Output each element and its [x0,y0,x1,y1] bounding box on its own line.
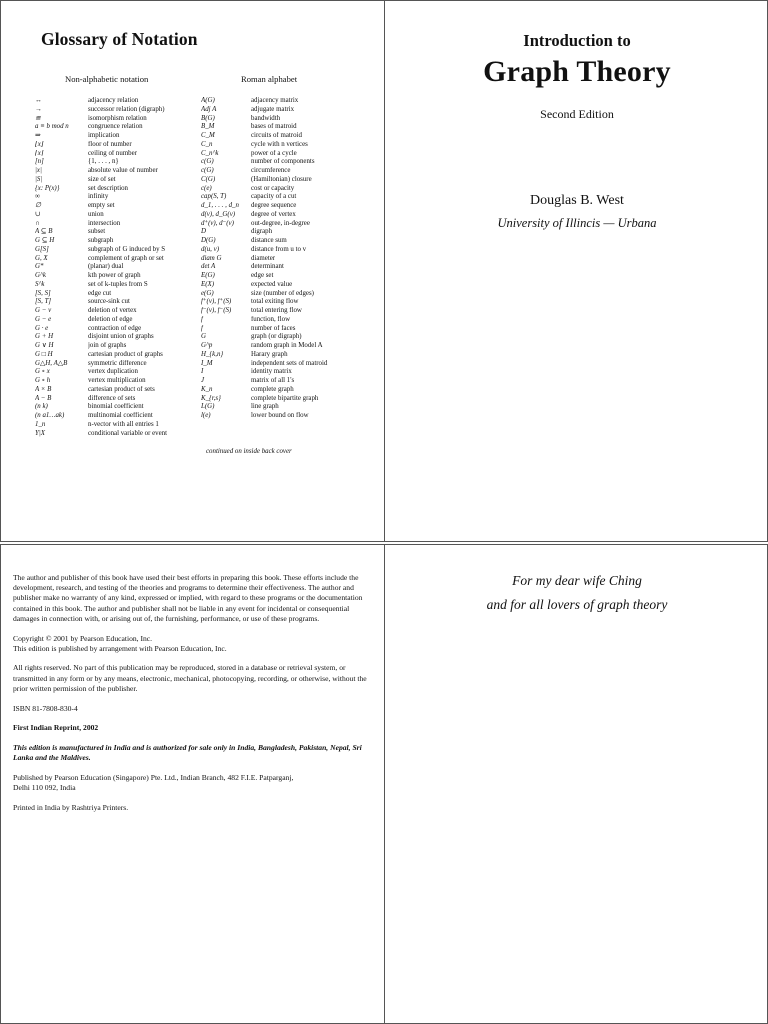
roman-definition: bases of matroid [251,123,297,131]
roman-symbol: J [201,377,205,384]
glossary-row [1,281,385,290]
notation-definition: infinity [88,193,109,201]
roman-symbol: d(u, v) [201,245,219,253]
notation-symbol: ∅ [35,202,42,209]
notation-symbol: (n a1…ak) [35,412,65,419]
notation-symbol: ↔ [35,97,42,104]
notation-definition: congruence relation [88,123,143,131]
notation-symbol: a ≡ b mod n [35,123,69,131]
notation-symbol: ⌈x⌉ [35,149,44,157]
notation-definition: implication [88,132,120,139]
glossary-row [1,220,385,229]
notation-definition: cartesian product of sets [88,385,155,393]
roman-definition: total entering flow [251,307,302,314]
notation-symbol: G△H, A△B [35,359,68,367]
glossary-row [1,351,385,360]
roman-symbol: f [201,324,203,332]
glossary-row [1,141,385,150]
roman-definition: adjugate matrix [251,105,295,113]
notation-definition: intersection [88,219,121,227]
roman-definition: graph (or digraph) [251,333,302,341]
notation-definition: complement of graph or set [88,254,164,262]
dedication-line-2: and for all lovers of graph theory [486,597,668,612]
glossary-row [1,263,385,272]
glossary-row [1,193,385,202]
notation-symbol: ∩ [35,219,40,227]
notation-definition: source-sink cut [88,298,130,306]
roman-definition: random graph in Model A [251,342,323,349]
glossary-row [1,150,385,159]
roman-symbol: f⁺(v), f⁺(S) [201,298,232,306]
roman-alphabet-header: Roman alphabet [241,74,298,84]
glossary-row [1,176,385,185]
glossary-row [1,202,385,211]
roman-definition: size (number of edges) [251,289,314,297]
author: Douglas B. West [530,193,624,208]
roman-definition: power of a cycle [251,149,297,157]
non-alphabetic-header: Non-alphabetic notation [65,74,149,84]
roman-definition: complete graph [251,385,294,393]
glossary-row [1,298,385,307]
publisher-line: Published by Pearson Education (Singapore) Pte. Ltd., Indian Branch, 482 F.I.E. Patparganj, [13,772,294,782]
notation-symbol: G ∨ H [35,342,54,349]
notation-symbol: G − v [35,307,52,314]
notation-definition: set description [88,184,128,192]
roman-definition: adjacency matrix [251,97,299,104]
notation-symbol: G − e [35,315,52,323]
glossary-row [1,333,385,342]
roman-symbol: K_n [201,385,213,393]
notation-symbol: G ⊆ H [35,237,55,244]
roman-definition: distance from u to v [251,245,307,253]
roman-symbol: E(G) [201,272,215,279]
notation-definition: conditional variable or event [88,429,168,437]
roman-symbol: Adj A [201,105,217,113]
notation-symbol: [S, S̅] [35,289,51,297]
copyright-page [0,544,385,1024]
notation-definition: subgraph of G induced by S [88,245,166,253]
notation-definition: kth power of graph [88,272,141,279]
book-title: Graph Theory [483,55,671,88]
notation-symbol: ≅ [35,114,41,122]
copyright-text [13,573,375,822]
roman-definition: circumference [251,167,291,174]
glossary-row [1,97,385,106]
notation-symbol: G + H [35,333,54,341]
notation-definition: deletion of vertex [88,307,137,314]
glossary-row [1,325,385,334]
glossary-row [1,403,385,412]
printer-line: Printed in India by Rashtriya Printers. [13,802,129,812]
notation-definition: subgraph [88,237,114,244]
roman-definition: determinant [251,263,284,271]
notation-definition: set of k-tuples from S [88,280,148,288]
notation-definition: adjacency relation [88,97,139,104]
roman-symbol: A(G) [201,97,215,104]
notation-symbol: Y|X [35,429,45,437]
notation-symbol: ∞ [35,193,40,201]
glossary-row [1,185,385,194]
edition: Second Edition [540,107,614,121]
notation-definition: (planar) dual [88,263,124,271]
notation-definition: union [88,210,104,218]
roman-symbol: d(v), d_G(v) [201,210,236,218]
glossary-row [1,272,385,281]
glossary-row [1,430,385,439]
roman-symbol: det A [201,263,216,271]
notation-definition: vertex multiplication [88,377,146,384]
continued-note: continued on inside back cover [206,448,292,455]
rights-paragraph: All rights reserved. No part of this publication may be reproduced, stored in a database or retrieval system, or transmitted in any form or by any means, electronic, mechanical, photocopying, recording, or otherwise, without the prior written permission of the publisher. [13,663,367,693]
roman-definition: capacity of a cut [251,193,297,201]
isbn: ISBN 81-7808-830-4 [13,703,78,713]
roman-definition: matrix of all 1's [251,377,295,384]
glossary-row [1,290,385,299]
roman-definition: number of components [251,158,315,166]
roman-definition: edge set [251,272,274,279]
title-intro: Introduction to [523,31,631,50]
glossary-row [1,211,385,220]
roman-symbol: B_M [201,123,215,131]
notation-definition: edge cut [88,289,112,297]
notation-definition: size of set [88,175,116,183]
roman-symbol: B(G) [201,114,215,122]
glossary-page [0,0,385,542]
dedication-line-1: For my dear wife Ching [512,573,642,588]
notation-symbol: ⇒ [35,132,41,139]
notation-definition: vertex duplication [88,368,138,376]
notation-symbol: A − B [35,394,52,402]
glossary-row [1,368,385,377]
notation-definition: difference of sets [88,394,136,402]
notation-definition: deletion of edge [88,315,133,323]
glossary-row [1,115,385,124]
arrangement-line: This edition is published by arrangement with Pearson Education, Inc. [13,643,227,653]
roman-symbol: d⁺(v), d⁻(v) [201,219,234,227]
notation-symbol: → [35,105,42,113]
sale-restriction: This edition is manufactured in India and is authorized for sale only in India, Bangladesh, Pakistan, Nepal, Sri Lanka and the Maldives. [13,742,362,763]
notation-definition: binomial coefficient [88,403,144,411]
roman-symbol: l(e) [201,412,211,419]
glossary-row [1,307,385,316]
copyright-paragraph [13,634,375,654]
notation-symbol: G̅, X̅ [35,254,48,262]
notation-symbol: ⌊x⌋ [35,140,44,148]
roman-definition: identity matrix [251,368,292,376]
notation-definition: absolute value of number [88,167,158,174]
publisher-address: Delhi 110 092, India [13,783,76,793]
disclaimer-paragraph: The author and publisher of this book have used their best efforts in preparing this book. These efforts include the development, research, and testing of the theories and programs to determine their effectiveness. The author and publisher make no warranty of any kind, expressed or implied, with regard to these programs or the documentation contained in this book. The author and publisher shall not be liable in any event for incidental or consequential damages in connection with, or arising out of, the furnishing, performance, or use of these programs. [13,573,363,623]
roman-symbol: c(G) [201,167,214,174]
notation-symbol: G ∘ h [35,377,51,384]
notation-symbol: G □ H [35,350,53,358]
roman-definition: function, flow [251,315,291,323]
notation-symbol: G ∘ x [35,368,50,376]
roman-definition: out-degree, in-degree [251,219,310,227]
notation-definition: n-vector with all entries 1 [88,420,159,428]
roman-definition: (Hamiltonian) closure [251,175,312,183]
notation-symbol: ∪ [35,210,41,218]
notation-symbol: |S| [35,175,43,183]
roman-definition: total exiting flow [251,298,299,306]
notation-symbol: {x: P(x)} [35,184,60,192]
roman-symbol: I [201,368,204,376]
notation-definition: multinomial coefficient [88,412,153,419]
roman-definition: Harary graph [251,350,288,358]
glossary-row [1,412,385,421]
roman-symbol: E(X) [201,280,215,288]
notation-symbol: [n] [35,158,44,166]
roman-symbol: L(G) [201,403,215,411]
roman-definition: line graph [251,403,279,411]
glossary-row [1,228,385,237]
notation-definition: floor of number [88,140,132,148]
glossary-row [1,132,385,141]
glossary-row [1,386,385,395]
notation-symbol: A ⊆ B [35,228,53,236]
glossary-row [1,316,385,325]
notation-symbol: [S, T] [35,298,52,306]
publisher-paragraph [13,773,375,793]
roman-definition: cycle with n vertices [251,140,308,148]
roman-symbol: I_M [201,359,213,367]
roman-symbol: diam G [201,254,222,262]
roman-definition: cost or capacity [251,184,295,192]
roman-symbol: C_M [201,132,215,139]
roman-symbol: f [201,315,203,323]
roman-symbol: c(G) [201,158,214,166]
roman-symbol: D [201,228,206,236]
roman-symbol: G^p [201,342,213,349]
glossary-title: Glossary of Notation [41,29,198,49]
roman-definition: digraph [251,228,273,236]
notation-definition: disjoint union of graphs [88,333,154,341]
glossary-row [1,360,385,369]
roman-symbol: cap(S, T) [201,193,227,201]
reprint-line: First Indian Reprint, 2002 [13,723,99,733]
notation-symbol: 1_n [35,420,46,428]
roman-definition: complete bipartite graph [251,394,319,402]
notation-definition: ceiling of number [88,149,137,157]
notation-definition: symmetric difference [88,359,147,367]
glossary-row [1,377,385,386]
notation-symbol: A × B [35,385,52,393]
roman-symbol: f⁻(v), f⁻(S) [201,307,232,314]
glossary-row [1,167,385,176]
notation-definition: isomorphism relation [88,114,147,122]
affiliation: University of Illincis — Urbana [497,216,657,230]
copyright-line: Copyright © 2001 by Pearson Education, Inc. [13,633,153,643]
roman-definition: degree of vertex [251,210,296,218]
notation-symbol: G^k [35,272,46,279]
notation-definition: contraction of edge [88,324,142,332]
roman-symbol: H_{k,n} [201,350,224,358]
roman-definition: number of faces [251,324,296,332]
notation-definition: empty set [88,202,115,209]
notation-symbol: G[S] [35,245,49,253]
notation-symbol: |x| [35,167,42,174]
glossary-row [1,342,385,351]
glossary-table [1,97,385,438]
notation-definition: successor relation (digraph) [88,105,165,113]
roman-definition: independent sets of matroid [251,359,328,367]
roman-symbol: d_1, . . . , d_n [201,202,239,209]
dedication-page [384,544,768,1024]
glossary-row [1,106,385,115]
notation-symbol: (n k) [35,403,48,411]
roman-definition: bandwidth [251,114,281,122]
glossary-row [1,246,385,255]
roman-definition: distance sum [251,237,287,244]
notation-definition: {1, . . . , n} [88,158,119,166]
notation-definition: cartesian product of graphs [88,350,163,358]
roman-definition: expected value [251,280,293,288]
notation-symbol: G · e [35,324,49,332]
notation-symbol: G* [35,263,44,271]
roman-definition: circuits of matroid [251,132,302,139]
glossary-row [1,237,385,246]
glossary-row [1,158,385,167]
roman-definition: degree sequence [251,202,297,209]
roman-symbol: K_{r,s} [201,394,221,402]
roman-symbol: C_n [201,140,213,148]
roman-definition: diameter [251,254,276,262]
glossary-row [1,255,385,264]
notation-symbol: S^k [35,280,45,288]
glossary-row [1,421,385,430]
roman-symbol: e(G) [201,289,214,297]
glossary-row [1,395,385,404]
roman-symbol: c(e) [201,184,212,192]
roman-definition: lower bound on flow [251,412,309,419]
notation-definition: join of graphs [88,342,127,349]
notation-definition: subset [88,228,106,236]
glossary-row [1,123,385,132]
roman-symbol: D(G) [201,237,216,244]
roman-symbol: C(G) [201,175,216,183]
roman-symbol: C_n^k [201,149,219,157]
title-page [384,0,768,542]
roman-symbol: G [201,333,206,341]
